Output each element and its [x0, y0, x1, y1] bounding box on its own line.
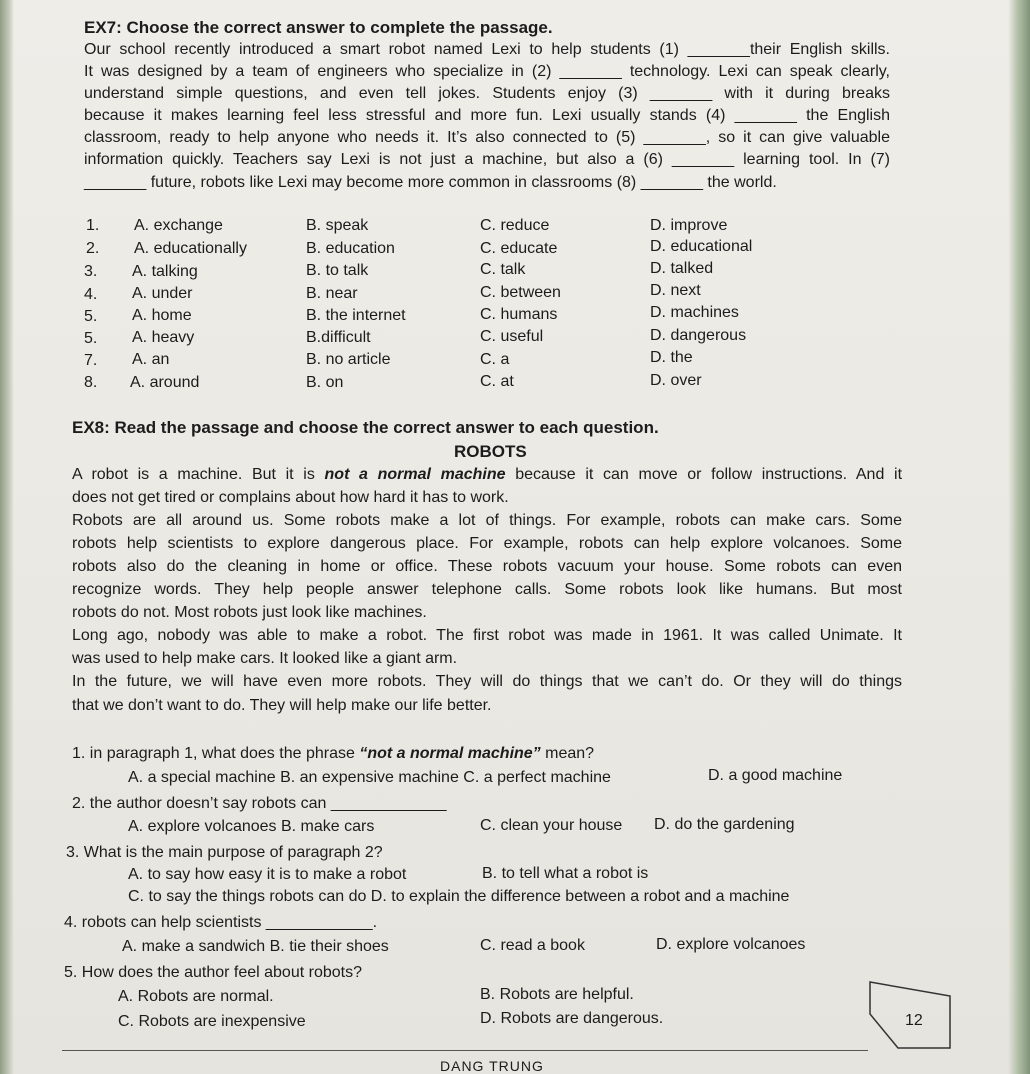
question-5-option-a[interactable]: A. Robots are normal.: [118, 988, 274, 1005]
option-c[interactable]: C. humans: [480, 306, 558, 323]
option-b[interactable]: B. on: [306, 374, 344, 391]
option-c[interactable]: C. educate: [480, 240, 558, 257]
ex8-passage-line-2: does not get tired or complains about how hard it has to work.: [72, 489, 509, 506]
option-b[interactable]: B. education: [306, 240, 395, 257]
option-a[interactable]: A. under: [132, 285, 193, 302]
passage-heading: ROBOTS: [454, 442, 527, 461]
text-segment: because it can move or follow instructions. And it: [505, 466, 903, 483]
question-4: 4. robots can help scientists ____________.: [64, 914, 378, 931]
option-c[interactable]: C. talk: [480, 261, 526, 278]
option-b[interactable]: B.difficult: [306, 329, 371, 346]
option-b[interactable]: B. no article: [306, 351, 391, 368]
question-1-options-abc[interactable]: A. a special machine B. an expensive machine C. a perfect machine: [128, 769, 611, 786]
question-2-options-ab[interactable]: A. explore volcanoes B. make cars: [128, 818, 375, 835]
ex7-passage-line-1: Our school recently introduced a smart robot named Lexi to help students (1) _______their English skills.: [84, 41, 890, 58]
ex8-passage-line-9: was used to help make cars. It looked like a giant arm.: [72, 650, 458, 667]
ex8-passage-line-6: recognize words. They help people answer telephone calls. Some robots look like humans. But most: [72, 581, 902, 598]
question-2: 2. the author doesn’t say robots can _____________: [72, 795, 447, 812]
option-b[interactable]: B. near: [306, 285, 358, 302]
ex8-passage-line-5: robots also do the cleaning in home or office. These robots vacuum your house. Some robots can even: [72, 558, 902, 575]
emphasized-phrase: “not a normal machine”: [359, 745, 541, 762]
ex8-passage-line-11: that we don’t want to do. They will help make our life better.: [72, 697, 492, 714]
ex8-passage-line-8: Long ago, nobody was able to make a robot. The first robot was made in 1961. It was called Unimate. It: [72, 627, 902, 644]
option-b[interactable]: B. the internet: [306, 307, 406, 324]
option-c[interactable]: C. at: [480, 373, 514, 390]
footer-divider: [62, 1050, 868, 1051]
question-3-option-a[interactable]: A. to say how easy it is to make a robot: [128, 866, 407, 883]
question-5-option-d[interactable]: D. Robots are dangerous.: [480, 1010, 664, 1027]
question-4-option-c[interactable]: C. read a book: [480, 937, 585, 954]
option-number: 8.: [84, 374, 98, 391]
option-a[interactable]: A. educationally: [134, 240, 247, 257]
option-d[interactable]: D. machines: [650, 304, 739, 321]
option-c[interactable]: C. between: [480, 284, 561, 301]
ex8-passage-line-7: robots do not. Most robots just look like machines.: [72, 604, 427, 621]
ex7-passage-line-3: understand simple questions, and even tell jokes. Students enjoy (3) _______ with it during breaks: [84, 85, 890, 102]
option-a[interactable]: A. exchange: [134, 217, 223, 234]
option-b[interactable]: B. speak: [306, 217, 369, 234]
ex7-passage-line-4: because it makes learning feel less stressful and more fun. Lexi usually stands (4) _______ the English: [84, 107, 890, 124]
ex7-passage-line-6: information quickly. Teachers say Lexi is not just a machine, but also a (6) _______ learning tool. In (7): [84, 151, 890, 168]
text-segment: 1. in paragraph 1, what does the phrase: [72, 745, 360, 762]
ex7-passage-line-7: _______ future, robots like Lexi may become more common in classrooms (8) _______ the world.: [84, 174, 777, 191]
ex8-passage-line-1: [72, 465, 902, 485]
option-a[interactable]: A. home: [132, 307, 192, 324]
question-5: 5. How does the author feel about robots?: [64, 964, 362, 981]
ex8-passage-line-10: In the future, we will have even more robots. They will do things that we can’t do. Or they will do things: [72, 673, 902, 690]
question-3-option-b[interactable]: B. to tell what a robot is: [482, 865, 649, 882]
option-number: 5.: [84, 330, 98, 347]
question-1: [72, 744, 594, 764]
option-d[interactable]: D. educational: [650, 238, 753, 255]
option-d[interactable]: D. next: [650, 282, 701, 299]
option-d[interactable]: D. over: [650, 372, 702, 389]
question-5-option-c[interactable]: C. Robots are inexpensive: [118, 1013, 306, 1030]
option-a[interactable]: A. around: [130, 374, 200, 391]
text-segment: A robot is a machine. But it is: [72, 466, 325, 483]
option-d[interactable]: D. improve: [650, 217, 728, 234]
option-a[interactable]: A. heavy: [132, 329, 195, 346]
option-b[interactable]: B. to talk: [306, 262, 369, 279]
ex7-passage-line-5: classroom, ready to help anyone who needs it. It’s also connected to (5) _______, so it can give valuable: [84, 129, 890, 146]
option-number: 2.: [86, 240, 100, 257]
question-2-option-d[interactable]: D. do the gardening: [654, 816, 795, 833]
ex8-passage-line-3: Robots are all around us. Some robots make a lot of things. For example, robots can make cars. Some: [72, 512, 902, 529]
footer-label: DANG TRUNG: [440, 1058, 544, 1074]
question-3-options-cd[interactable]: C. to say the things robots can do D. to explain the difference between a robot and a machine: [128, 888, 790, 905]
ex7-passage-line-2: It was designed by a team of engineers who specialize in (2) _______ technology. Lexi can speak clearly,: [84, 63, 890, 80]
option-c[interactable]: C. useful: [480, 328, 544, 345]
background-edge-left: [0, 0, 14, 1074]
option-number: 5.: [84, 308, 98, 325]
page-number: 12: [905, 1012, 923, 1029]
option-number: 7.: [84, 352, 98, 369]
option-d[interactable]: D. dangerous: [650, 327, 747, 344]
question-2-option-c[interactable]: C. clean your house: [480, 817, 623, 834]
question-3: 3. What is the main purpose of paragraph 2?: [66, 844, 383, 861]
option-number: 1.: [86, 217, 100, 234]
emphasized-phrase: not a normal machine: [324, 466, 506, 483]
question-4-options-ab[interactable]: A. make a sandwich B. tie their shoes: [122, 938, 389, 955]
question-4-option-d[interactable]: D. explore volcanoes: [656, 936, 806, 953]
background-edge-right: [1008, 0, 1030, 1074]
question-5-option-b[interactable]: B. Robots are helpful.: [480, 986, 634, 1003]
option-a[interactable]: A. an: [132, 351, 170, 368]
option-d[interactable]: D. talked: [650, 260, 714, 277]
option-d[interactable]: D. the: [650, 349, 693, 366]
text-segment: mean?: [540, 745, 595, 762]
option-number: 3.: [84, 263, 98, 280]
option-number: 4.: [84, 286, 98, 303]
ex8-passage-line-4: robots help scientists to explore dangerous place. For example, robots can help explore volcanoes. Some: [72, 535, 902, 552]
question-1-option-d[interactable]: D. a good machine: [708, 767, 843, 784]
option-c[interactable]: C. reduce: [480, 217, 550, 234]
ex8-title: EX8: Read the passage and choose the correct answer to each question.: [72, 418, 659, 437]
option-c[interactable]: C. a: [480, 351, 510, 368]
ex7-title: EX7: Choose the correct answer to complete the passage.: [84, 18, 553, 37]
option-a[interactable]: A. talking: [132, 263, 198, 280]
